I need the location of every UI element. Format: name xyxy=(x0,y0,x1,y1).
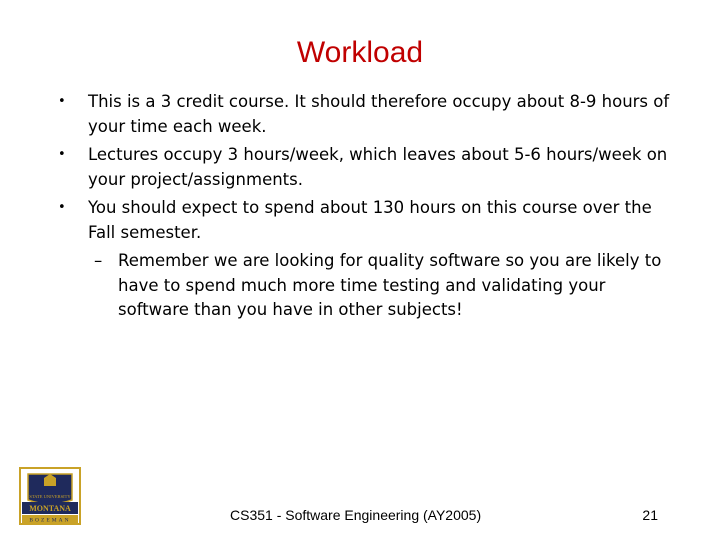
page-number: 21 xyxy=(642,507,658,523)
bullet-marker: • xyxy=(58,200,66,215)
slide-title: Workload xyxy=(296,36,424,69)
bullet-marker: • xyxy=(58,94,66,109)
university-seal-icon xyxy=(18,466,82,526)
logo-line3: BOZEMAN xyxy=(29,517,71,524)
bullet-marker: • xyxy=(58,147,66,162)
bullet-item xyxy=(56,143,676,192)
bullet-list xyxy=(56,90,676,323)
logo-line2: STATE UNIVERSITY xyxy=(29,494,71,499)
sub-bullet-item xyxy=(88,249,676,323)
bullet-text: You should expect to spend about 130 hours on this course over the Fall semester. xyxy=(88,198,652,242)
bullet-item xyxy=(56,196,676,245)
bullet-text: Lectures occupy 3 hours/week, which leaves about 5-6 hours/week on your project/assignments. xyxy=(88,145,668,189)
bullet-text: This is a 3 credit course. It should therefore occupy about 8-9 hours of your time each week. xyxy=(88,92,670,136)
sub-bullet-text: Remember we are looking for quality software so you are likely to have to spend much more time testing and validating your software than you have in other subjects! xyxy=(118,251,662,319)
sub-bullet-marker: – xyxy=(94,251,103,270)
bullet-item xyxy=(56,90,676,139)
montana-state-logo xyxy=(18,466,82,526)
logo-line1: MONTANA xyxy=(29,504,71,513)
footer-text: CS351 - Software Engineering (AY2005) xyxy=(230,507,482,523)
